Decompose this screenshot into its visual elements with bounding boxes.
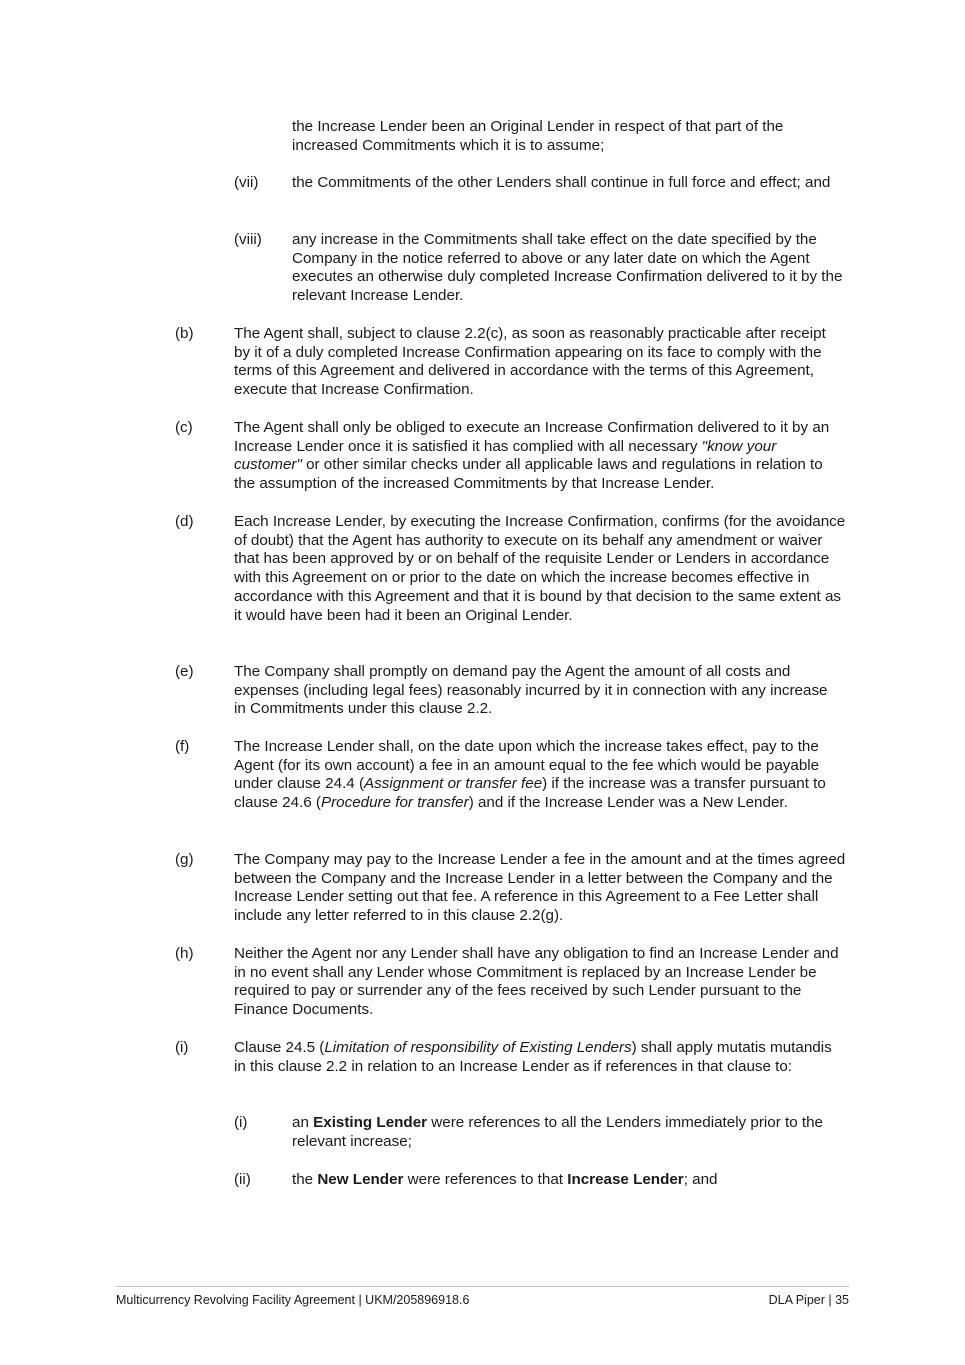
clause-text-i: Clause 24.5 (Limitation of responsibility of Existing Lenders) shall apply mutatis mutandis in this clause 2.2 in relation to an Increase Lender as if references in that clause to: xyxy=(234,1039,832,1075)
clause-text-b: The Agent shall, subject to clause 2.2(c), as soon as reasonably practicable after receipt by it of a duly completed Increase Confirmation appearing on its face to comply with the terms of this Agreement and delivered in accordance with the terms of this Agreement, execute that Increase Confirmation. xyxy=(234,325,826,399)
clause-number-d: (d) xyxy=(175,513,194,530)
clause-text-c: The Agent shall only be obliged to execute an Increase Confirmation delivered to it by an Increase Lender once it is satisfied it has complied with all necessary "know your customer" or other similar checks under all applicable laws and regulations in relation to the assumption of the increased Commitments by that Increase Lender. xyxy=(234,419,830,493)
footer-divider xyxy=(116,1286,849,1287)
continuation-text: the Increase Lender been an Original Lender in respect of that part of the increased Commitments which it is to assume; xyxy=(292,118,784,154)
clause-number-i: (i) xyxy=(175,1039,189,1056)
clause-number-f: (f) xyxy=(175,738,190,755)
clause-text-e: The Company shall promptly on demand pay the Agent the amount of all costs and expenses (including legal fees) reasonably incurred by it in connection with any increase in Commitments under this clause 2.2. xyxy=(234,663,828,718)
sub-clause-text: an Existing Lender were references to all the Lenders immediately prior to the relevant increase; xyxy=(292,1114,823,1150)
clause-number-c: (c) xyxy=(175,419,193,436)
sub-clause-number: (i) xyxy=(234,1114,248,1131)
clause-text-g: The Company may pay to the Increase Lender a fee in the amount and at the times agreed between the Company and the Increase Lender in a letter between the Company and the Increase Lender setting out that fee. A reference in this Agreement to a Fee Letter shall include any letter referred to in this clause 2.2(g). xyxy=(234,851,846,925)
clause-text-d: Each Increase Lender, by executing the Increase Confirmation, confirms (for the avoidance of doubt) that the Agent has authority to execute on its behalf any amendment or waiver that has been approved by or on behalf of the requisite Lender or Lenders in accordance with this Agreement on or prior to the date on which the increase becomes effective in accordance with this Agreement and that it is bound by that decision to the same extent as it would have been had it been an Original Lender. xyxy=(234,513,846,624)
sub-clause-number: (viii) xyxy=(234,231,262,248)
clause-number-g: (g) xyxy=(175,851,194,868)
sub-clause-text: any increase in the Commitments shall take effect on the date specified by the Company in the notice referred to above or any later date on which the Agent executes an otherwise duly completed Increase Confirmation delivered to it by the relevant Increase Lender. xyxy=(292,231,843,305)
clause-number-h: (h) xyxy=(175,945,194,962)
footer-page-number: DLA Piper | 35 xyxy=(768,1293,849,1307)
sub-clause-text: the Commitments of the other Lenders shall continue in full force and effect; and xyxy=(292,174,831,191)
sub-clause-number: (ii) xyxy=(234,1171,251,1188)
sub-clause-text: the New Lender were references to that Increase Lender; and xyxy=(292,1171,718,1188)
clause-number-b: (b) xyxy=(175,325,194,342)
clause-text-f: The Increase Lender shall, on the date upon which the increase takes effect, pay to the Agent (for its own account) a fee in an amount equal to the fee which would be payable under clause 24.4 (Assignment or transfer fee) if the increase was a transfer pursuant to clause 24.6 (Procedure for transfer) and if the Increase Lender was a New Lender. xyxy=(234,738,826,812)
footer-document-title: Multicurrency Revolving Facility Agreement | UKM/205896918.6 xyxy=(116,1293,470,1307)
clause-text-h: Neither the Agent nor any Lender shall have any obligation to find an Increase Lender and in no event shall any Lender whose Commitment is replaced by an Increase Lender be required to pay or surrender any of the fees received by such Lender pursuant to the Finance Documents. xyxy=(234,945,839,1019)
clause-number-e: (e) xyxy=(175,663,194,680)
sub-clause-number: (vii) xyxy=(234,174,259,191)
